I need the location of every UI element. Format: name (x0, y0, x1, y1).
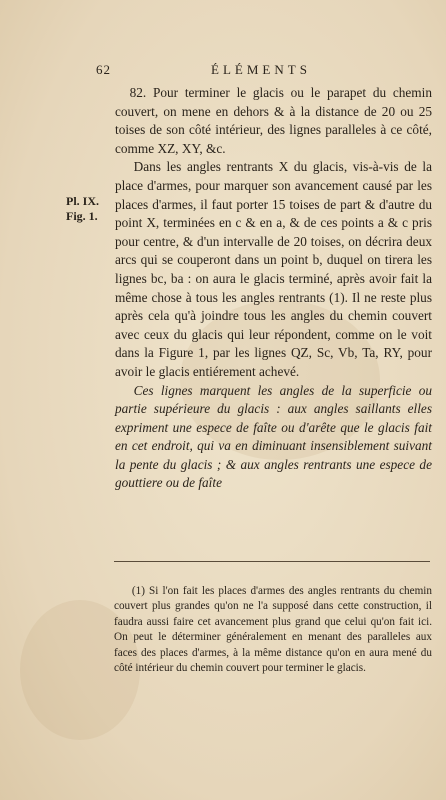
paragraph-82: 82. Pour terminer le glacis ou le parapet du chemin couvert, on mene en dehors & à la distance de 20 ou 25 toises de son côté intérieur, des lignes paralleles à ce côté, comme XZ, XY, &c. (115, 85, 432, 156)
running-title: ÉLÉMENTS (211, 62, 311, 77)
main-text (115, 84, 432, 493)
margin-note (66, 194, 112, 224)
footnote (114, 584, 432, 676)
footnote-text: (1) Si l'on fait les places d'armes des angles rentrants du chemin couvert plus grandes qu'on ne l'a supposé dans cette construction, il faudra aussi faire cet avancement plus grand que celui qu'on fait ici. On peut le déterminer généralement en menant des paralleles aux faces des places d'armes, à la même distance qu'on en aura mené du côté intérieur du chemin couvert pour terminer le glacis. (114, 585, 432, 675)
footnote-rule (114, 561, 430, 562)
paragraph-angles-rentrants: Dans les angles rentrants X du glacis, vis-à-vis de la place d'armes, pour marquer son avancement causé par les places d'armes, il faut porter 15 toises de part & d'autre du point X, terminées en c & en a, & de ces points a & c pris pour centre, & d'un intervalle de 20 toises, on décrira deux arcs qui se couperont dans un point b, duquel on tirera les lignes bc, ba : on aura le glacis terminé, après avoir fait la même chose à tous les angles rentrants (1). Il ne reste plus après cela qu'à joindre tous les angles du chemin couvert avec ceux du glacis qui leur répondent, comme on le voit dans la Figure 1, par les lignes QZ, Sc, Vb, Ta, RY, pour avoir le glacis entiérement achevé. (115, 159, 432, 379)
figure-reference: Fig. 1. (66, 209, 98, 223)
paragraph-italic: Ces lignes marquent les angles de la superficie ou partie supérieure du glacis : aux angles saillants elles expriment une espece de faîte ou d'arête que le glacis fait en cet endroit, qui va en diminuant insensiblement suivant la pente du glacis ; & aux angles rentrants une espece de gouttiere ou de faîte (115, 382, 432, 491)
page-number: 62 (96, 62, 111, 77)
plate-reference: Pl. IX. (66, 194, 99, 208)
